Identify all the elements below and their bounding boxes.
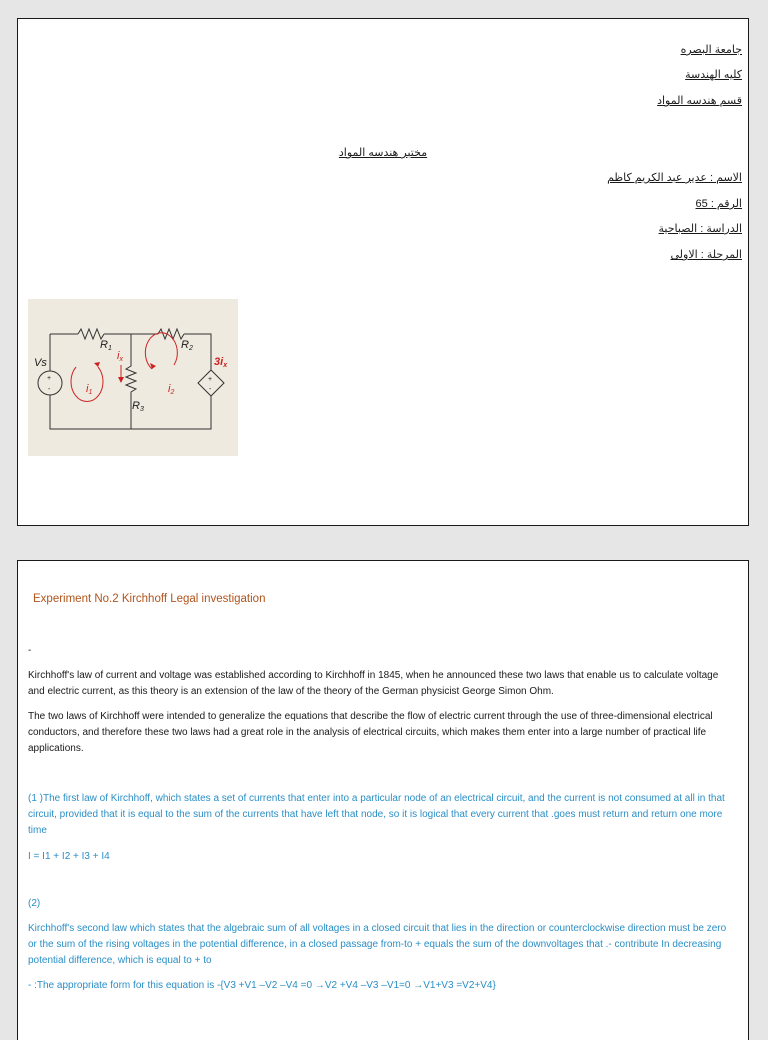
- label-r3: R3: [132, 400, 144, 413]
- label-vs: Vs: [34, 357, 47, 369]
- first-law-equation: I = I1 + I2 + I3 + I4: [28, 851, 110, 862]
- first-law-text: (1 )The first law of Kirchhoff, which states a set of currents that enter into a particular node of an electrical circuit, and the current is not consumed at all in that circuit, provided that it is equal to the sum of the currents that have left that node, so it is logical that every current that .goes must return and return one more time: [28, 793, 725, 836]
- label-i1: i1: [86, 383, 93, 396]
- vs-minus: -: [48, 386, 51, 393]
- dash-line: -: [28, 645, 32, 656]
- circuit-svg: [28, 299, 238, 456]
- lab-title: مختبر هندسه المواد: [338, 147, 428, 159]
- label-r1: R1: [100, 339, 112, 352]
- page-one: [17, 18, 749, 526]
- loop-i1-arrowhead: [94, 362, 100, 367]
- second-law-number: (2): [28, 898, 41, 909]
- second-law-equation: - :The appropriate form for this equation is -{V3 +V1 –V2 –V4 =0 →V2 +V4 –V3 –V1=0 →V1+V3 =V2+V4}: [28, 980, 496, 991]
- vs-plus: +: [47, 375, 52, 382]
- study-type: الدراسة : الصباحية: [658, 223, 742, 235]
- department-name: قسم هندسه المواد: [657, 95, 742, 107]
- label-dependent: 3ix: [214, 356, 228, 369]
- ix-arrowhead: [118, 377, 124, 383]
- university-name: جامعة البصره: [680, 44, 742, 56]
- dep-plus: +: [208, 376, 213, 383]
- label-ix: ix: [117, 350, 123, 363]
- paragraph-purpose: The two laws of Kirchhoff were intended to generalize the equations that describe the flow of electric current through the use of three-dimensional electrical conductors, and therefore these two laws had a great role in the analysis of electrical circuits, which makes them enter into a large number of practical life applications.: [28, 711, 713, 754]
- experiment-title: Experiment No.2 Kirchhoff Legal investigation: [33, 593, 266, 605]
- study-stage: المرحلة : الاولى: [670, 249, 742, 261]
- loop-i2-arc: [145, 333, 177, 369]
- resistor-r1: [78, 329, 104, 339]
- paragraph-history: Kirchhoff's law of current and voltage was established according to Kirchhoff in 1845, when he announced these two laws that enable us to calculate voltage and electric current, as this theory is an extension of the law of the theory of the German physicist George Simon Ohm.: [28, 670, 719, 697]
- second-law-text: Kirchhoff's second law which states that the algebraic sum of all voltages in a closed circuit that lies in the direction or counterclockwise direction must be zero or the sum of the rising voltages in the potential difference, in a closed passage from-to + equals the sum of the downvoltages that .- contribute In decreasing potential difference, which is equal to + to: [28, 923, 727, 966]
- label-r2: R2: [181, 339, 193, 352]
- student-name: الاسم : عدير عبد الكريم كاظم: [607, 172, 742, 184]
- dep-minus: -: [209, 386, 212, 393]
- college-name: كليه الهندسة: [685, 69, 742, 81]
- page-two: [17, 560, 749, 1040]
- resistor-r3: [126, 334, 136, 429]
- label-i2: i2: [168, 383, 175, 396]
- circuit-diagram: [28, 299, 238, 456]
- student-number: الرقم : 65: [695, 198, 742, 210]
